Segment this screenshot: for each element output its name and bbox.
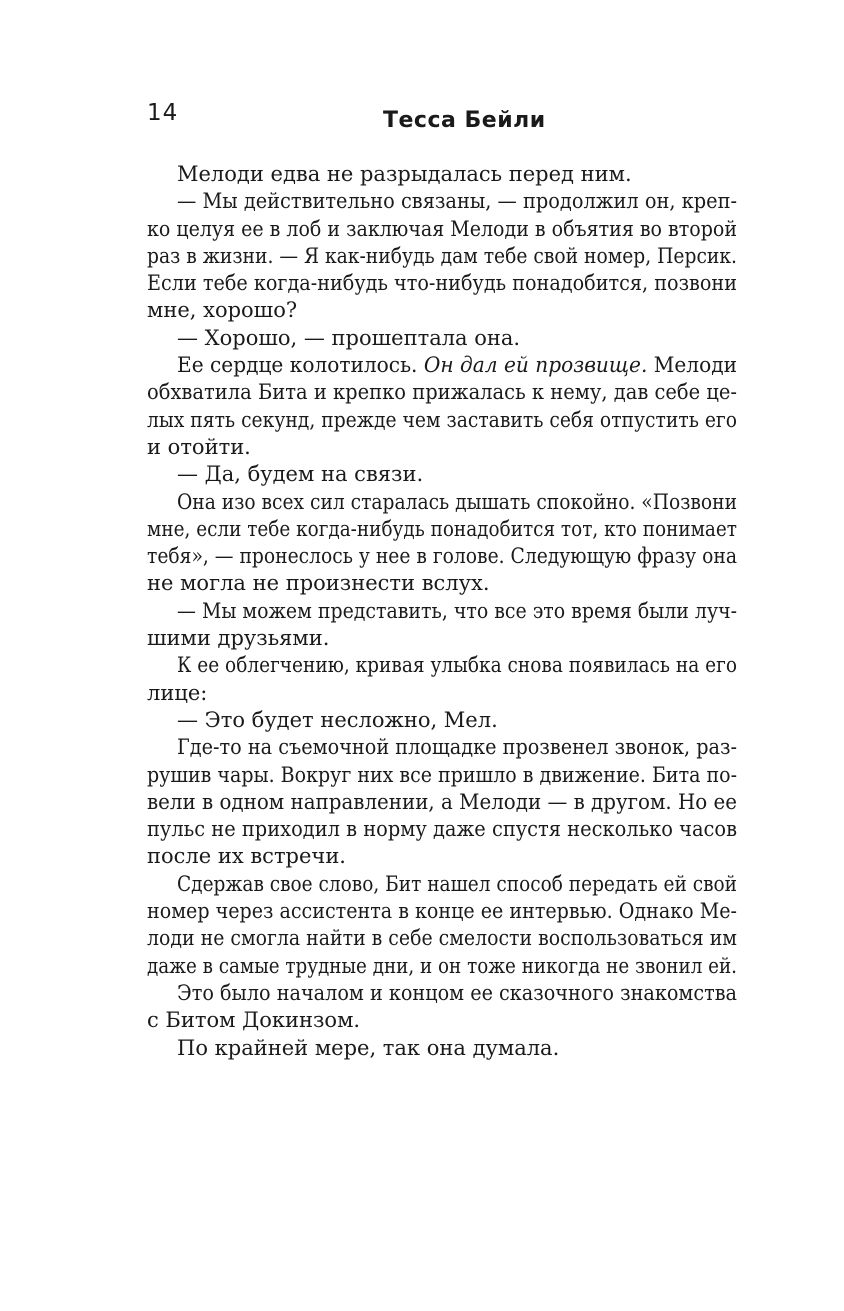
- text-line: раз в жизни. — Я как-нибудь дам тебе свой номер, Персик.: [147, 243, 737, 268]
- text-line: — Мы действительно связаны, — продолжил он, креп-: [177, 189, 737, 214]
- text-line: шими друзьями.: [147, 626, 330, 651]
- text-line: мне, если тебе когда-нибудь понадобится тот, кто понимает: [147, 516, 737, 541]
- body-text: [147, 161, 737, 1062]
- text-line: с Битом Докинзом.: [147, 1008, 361, 1033]
- text-line: после их встречи.: [147, 844, 346, 869]
- text-line: тебя», — пронеслось у нее в голове. Следующую фразу она: [147, 544, 737, 569]
- text-run: Мелоди: [647, 353, 737, 378]
- text-line: лоди не смогла найти в себе смелости воспользоваться им: [147, 926, 737, 951]
- text-line: номер через ассистента в конце ее интервью. Однако Ме-: [147, 899, 737, 924]
- text-line: пульс не приходил в норму даже спустя несколько часов: [147, 817, 737, 842]
- text-line: Мелоди едва не разрыдалась перед ним.: [177, 162, 632, 186]
- text-line: Если тебе когда-нибудь что-нибудь понадобится, позвони: [147, 271, 737, 296]
- text-line: — Хорошо, — прошептала она.: [177, 325, 521, 350]
- text-line: — Мы можем представить, что все это время были луч-: [177, 598, 737, 623]
- text-line: и отойти.: [147, 434, 251, 459]
- text-line: даже в самые трудные дни, и он тоже никогда не звонил ей.: [147, 953, 737, 978]
- text-line: К ее облегчению, кривая улыбка снова появилась на его: [177, 653, 737, 678]
- page-number: 14: [147, 100, 179, 126]
- running-head: Тесса Бейли: [383, 108, 546, 133]
- text-line: — Да, будем на связи.: [177, 462, 424, 487]
- text-run: Ее сердце колотилось.: [177, 353, 424, 378]
- text-line: вели в одном направлении, а Мелоди — в другом. Но ее: [147, 789, 737, 814]
- text-line: рушив чары. Вокруг них все пришло в движение. Бита по-: [147, 762, 737, 787]
- text-line: Где-то на съемочной площадке прозвенел звонок, раз-: [177, 735, 737, 760]
- text-line: лых пять секунд, прежде чем заставить себя отпустить его: [147, 407, 737, 432]
- text-line: лице:: [147, 680, 208, 705]
- italic-phrase: Он дал ей прозвище.: [423, 353, 648, 378]
- text-line: не могла не произнести вслух.: [147, 571, 490, 596]
- text-line: Это было началом и концом ее сказочного знакомства: [177, 980, 737, 1005]
- text-line: мне, хорошо?: [147, 298, 298, 323]
- text-line: По крайней мере, так она думала.: [177, 1035, 560, 1060]
- text-line: Сдержав свое слово, Бит нашел способ передать ей свой: [177, 871, 737, 896]
- text-line: — Это будет несложно, Мел.: [177, 707, 498, 732]
- text-line: [147, 352, 737, 379]
- text-line: ко целуя ее в лоб и заключая Мелоди в объятия во второй: [147, 216, 737, 241]
- text-line: Она изо всех сил старалась дышать спокойно. «Позвони: [177, 489, 737, 514]
- text-line: обхватила Бита и крепко прижалась к нему, дав себе це-: [147, 380, 737, 405]
